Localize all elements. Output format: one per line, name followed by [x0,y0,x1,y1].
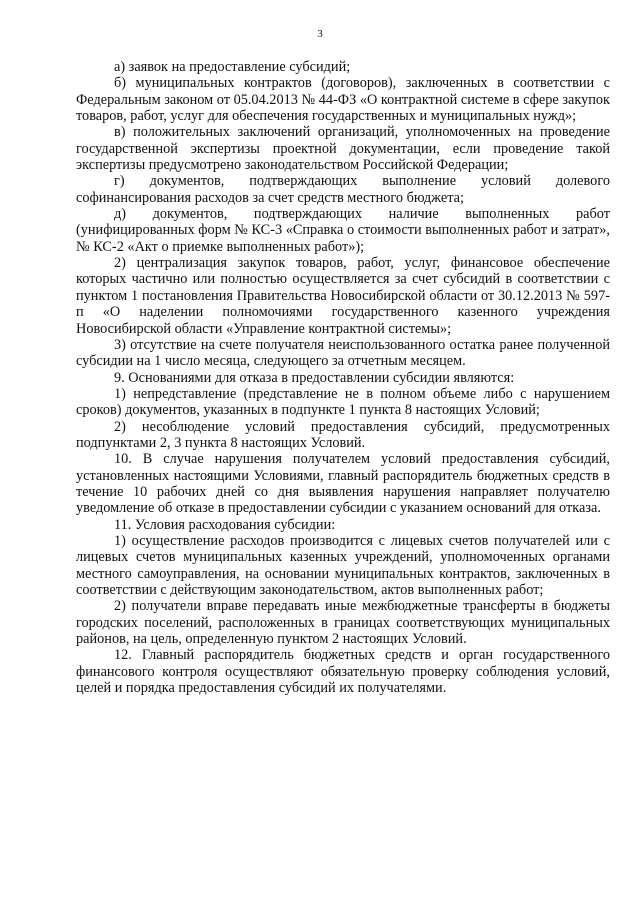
paragraph-11-2: 2) получатели вправе передавать иные межбюджетные трансферты в бюджеты городских поселений, расположенных в границах соответствующих муниципальных районов, на цель, определенную пунктом 2 настоящих Условий. [76,598,610,648]
paragraph-12: 12. Главный распорядитель бюджетных средств и орган государственного финансового контроля осуществляют обязательную проверку соблюдения условий, целей и порядка предоставления субсидий их получателями. [76,647,610,697]
paragraph-9-1: 1) непредставление (представление не в полном объеме либо с нарушением сроков) документов, указанных в подпункте 1 пункта 8 настоящих Условий; [76,385,610,419]
paragraph-9: 9. Основаниями для отказа в предоставлении субсидии являются: [114,369,515,386]
page-number: 3 [317,28,323,40]
paragraph-8-3: 3) отсутствие на счете получателя неиспользованного остатка ранее полученной субсидии на 1 число месяца, следующего за отчетным месяцем. [76,336,610,370]
paragraph-9-2: 2) несоблюдение условий предоставления субсидий, предусмотренных подпунктами 2, 3 пункта 8 настоящих Условий. [76,418,610,451]
paragraph-8-1-g: г) документов, подтверждающих выполнение условий долевого софинансирования расходов за счет средств местного бюджета; [76,173,610,206]
paragraph-10: 10. В случае нарушения получателем условий предоставления субсидий, установленных настоящими Условиями, главный распорядитель бюджетных средств в течение 10 рабочих дней со дня выявления нарушения направляет получателю уведомление об отказе в предоставлении субсидии с указанием оснований для отказа. [76,451,610,517]
paragraph-8-1-a: а) заявок на предоставление субсидий; [114,59,351,75]
paragraph-8-1-v: в) положительных заключений организаций, уполномоченных на проведение государственной экспертизы проектной документации, если проведение такой экспертизы предусмотрено законодательством Российской Федерации; [76,124,610,174]
paragraph-8-1-b: б) муниципальных контрактов (договоров), заключенных в соответствии с Федеральным законом от 05.04.2013 № 44-ФЗ «О контрактной системе в сфере закупок товаров, работ, услуг для обеспечения государственных и муниципальных нужд»; [76,75,610,125]
paragraph-8-2: 2) централизация закупок товаров, работ, услуг, финансовое обеспечение которых частично или полностью осуществляется за счет субсидий в соответствии с пунктом 1 постановления Правительства Новосибирской области от 30.12.2013 № 597-п «О наделении полномочиями государственного казенного учреждения Новосибирской области «Управление контрактной системы»; [76,255,610,337]
paragraph-8-1-d: д) документов, подтверждающих наличие выполненных работ (унифицированных форм № КС-3 «Справка о стоимости выполненных работ и затрат», № КС-2 «Акт о приемке выполненных работ»); [76,206,610,255]
document-body [76,59,610,696]
paragraph-11-1: 1) осуществление расходов производится с лицевых счетов получателей или с лицевых счетов муниципальных казенных учреждений, уполномоченных органами местного самоуправления, на основании муниципальных контрактов, заключенных в соответствии с действующим законодательством, актов выполненных работ; [76,532,610,598]
paragraph-11: 11. Условия расходования субсидии: [114,516,336,533]
